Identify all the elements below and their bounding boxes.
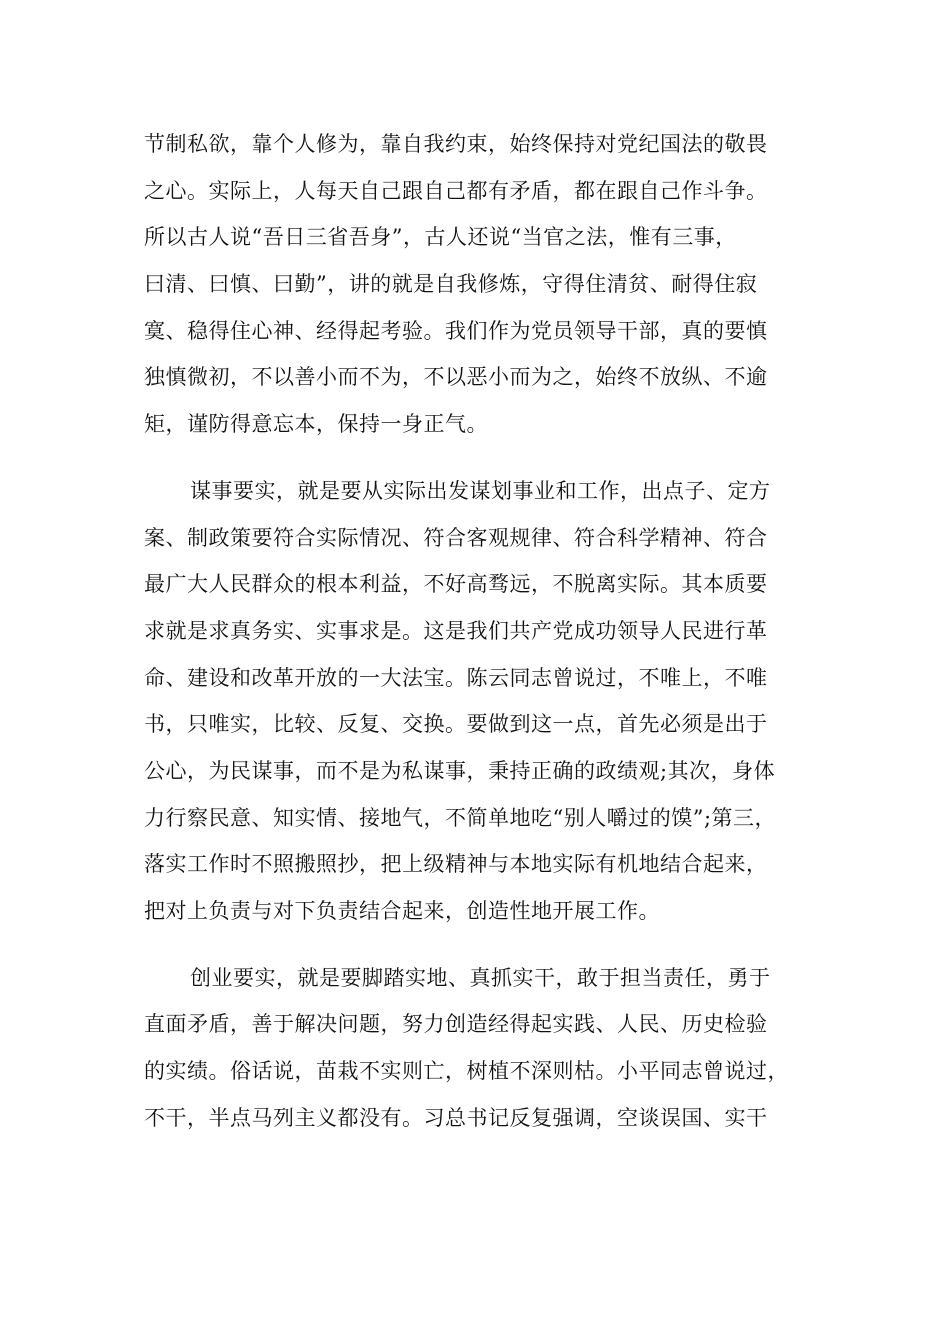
paragraph-3 (144, 955, 844, 1142)
text-line: 命、建设和改革开放的一大法宝。陈云同志曾说过，不唯上，不唯 (144, 665, 768, 690)
text-line: 把对上负责与对下负责结合起来，创造性地开展工作。 (144, 899, 660, 923)
text-line: 创业要实，就是要脚踏实地、真抓实干，敢于担当责任，勇于 (190, 965, 771, 990)
text-line: 所以古人说“吾日三省吾身”，古人还说“当官之法，惟有三事， (144, 225, 737, 250)
text-line: 直面矛盾，善于解决问题，努力创造经得起实践、人民、历史检验 (144, 1012, 768, 1037)
text-line: 不干，半点马列主义都没有。习总书记反复强调，空谈误国、实干 (144, 1105, 768, 1130)
text-line: 求就是求真务实、实事求是。这是我们共产党成功领导人民进行革 (144, 618, 768, 643)
text-line: 的实绩。俗话说，苗栽不实则亡，树植不深则枯。小平同志曾说过， (144, 1059, 789, 1084)
paragraph-spacer (144, 448, 844, 468)
text-line: 谋事要实，就是要从实际出发谋划事业和工作，出点子、定方 (190, 478, 771, 503)
text-line: 书，只唯实，比较、反复、交换。要做到这一点，首先必须是出于 (144, 712, 768, 737)
text-line: 力行察民意、知实情、接地气，不简单地吃“别人嚼过的馍”;第三， (144, 805, 777, 830)
text-line: 矩，谨防得意忘本，保持一身正气。 (144, 412, 488, 437)
text-line: 曰清、曰慎、曰勤”，讲的就是自我修炼，守得住清贫、耐得住寂 (144, 272, 758, 297)
paragraph-spacer (144, 935, 844, 955)
paragraph-1 (144, 121, 844, 448)
text-line: 之心。实际上，人每天自己跟自己都有矛盾，都在跟自己作斗争。 (144, 178, 768, 203)
text-line: 公心，为民谋事，而不是为私谋事，秉持正确的政绩观;其次，身体 (144, 758, 776, 783)
text-line: 节制私欲，靠个人修为，靠自我约束，始终保持对党纪国法的敬畏 (144, 132, 768, 156)
text-line: 独慎微初，不以善小而不为，不以恶小而为之，始终不放纵、不逾 (144, 365, 768, 390)
text-line: 案、制政策要符合实际情况、符合客观规律、符合科学精神、符合 (144, 525, 768, 550)
text-line: 寞、稳得住心神、经得起考验。我们作为党员领导干部，真的要慎 (144, 318, 768, 343)
paragraph-2 (144, 468, 844, 935)
text-line: 最广大人民群众的根本利益，不好高骛远，不脱离实际。其本质要 (144, 572, 768, 597)
document-body (144, 121, 844, 1141)
text-line: 落实工作时不照搬照抄，把上级精神与本地实际有机地结合起来， (144, 852, 768, 877)
